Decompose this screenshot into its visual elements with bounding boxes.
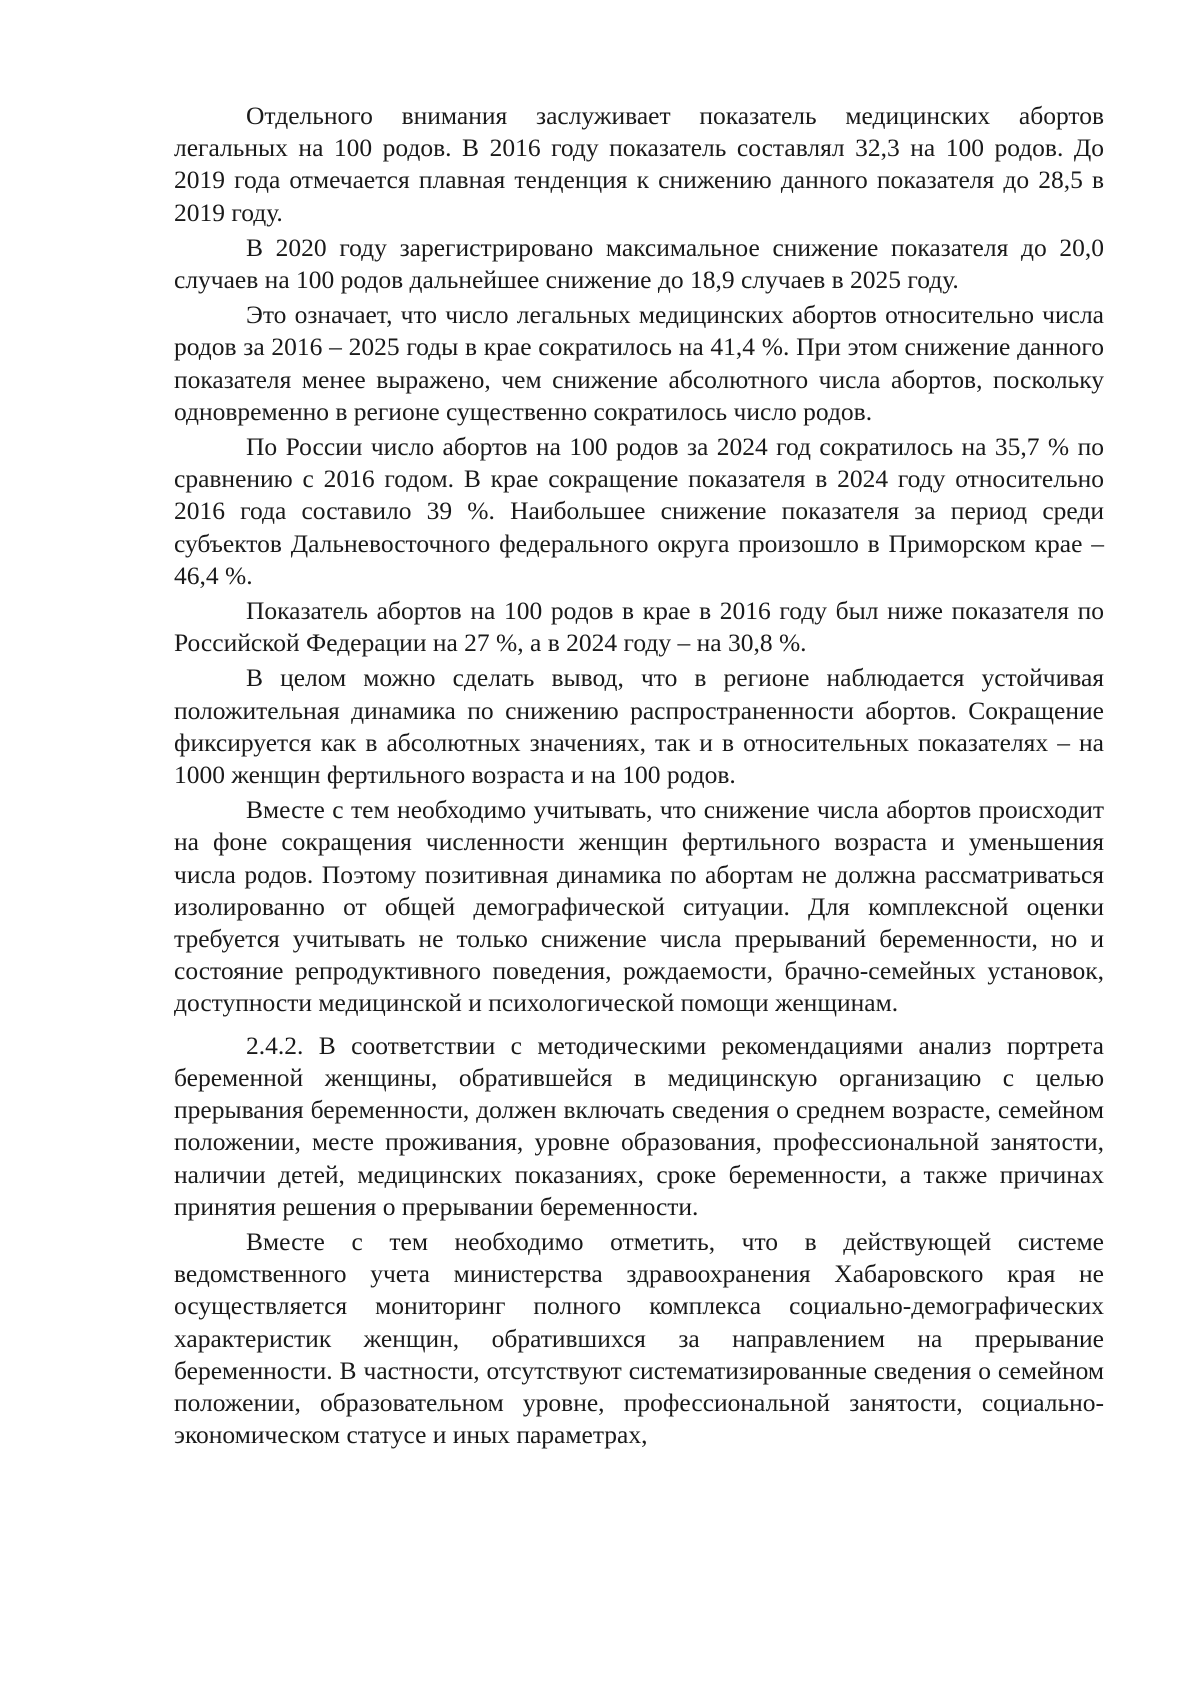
paragraph-conclusion: В целом можно сделать вывод, что в регионе наблюдается устойчивая положительная динамика по снижению распространенности абортов. Сокращение фиксируется как в абсолютных значениях, так и в относительных показателях – на 1000 женщин фертильного возраста и на 100 родов. [174,663,1104,790]
paragraph-section-2-4-2: 2.4.2. В соответствии с методическими рекомендациями анализ портрета беременной женщины, обратившейся в медицинскую организацию с целью прерывания беременности, должен включать сведения о среднем возрасте, семейном положении, месте проживания, уровне образования, профессиональной занятости, наличии детей, медицинских показаниях, сроке беременности, а также причинах принятия решения о прерывании беременности. [174,1030,1104,1221]
paragraph-region-vs-federation: Показатель абортов на 100 родов в крае в 2016 году был ниже показателя по Российской Федерации на 27 %, а в 2024 году – на 30,8 %. [174,596,1104,658]
paragraph-2020-decline: В 2020 году зарегистрировано максимальное снижение показателя до 20,0 случаев на 100 родов дальнейшее снижение до 18,9 случаев в 2025 году. [174,232,1104,295]
paragraph-abortions-per-100-births: Отдельного внимания заслуживает показатель медицинских абортов легальных на 100 родов. В 2016 году показатель составлял 32,3 на 100 родов. До 2019 года отмечается плавная тенденция к снижению данного показателя до 28,5 в 2019 году. [174,101,1104,227]
paragraph-russia-comparison: По России число абортов на 100 родов за 2024 год сократилось на 35,7 % по сравнению с 2016 годом. В крае сокращение показателя в 2024 году относительно 2016 года составило 39 %. Наибольшее снижение показателя за период среди субъектов Дальневосточного федерального округа произошло в Приморском крае – 46,4 %. [174,432,1104,590]
paragraph-demographic-context: Вместе с тем необходимо учитывать, что снижение числа абортов происходит на фоне сокращения численности женщин фертильного возраста и уменьшения числа родов. Поэтому позитивная динамика по абортам не должна рассматриваться изолированно от общей демографической ситуации. Для комплексной оценки требуется учитывать не только снижение числа прерываний беременности, но и состояние репродуктивного поведения, рождаемости, брачно-семейных установок, доступности медицинской и психологической помощи женщинам. [174,795,1104,1018]
document-page [174,100,1104,1454]
paragraph-monitoring-gaps: Вместе с тем необходимо отметить, что в действующей системе ведомственного учета министерства здравоохранения Хабаровского края не осуществляется мониторинг полного комплекса социально-демографических характеристик женщин, обратившихся за направлением на прерывание беременности. В частности, отсутствуют систематизированные сведения о семейном положении, образовательном уровне, профессиональной занятости, социально-экономическом статусе и иных параметрах, [174,1226,1104,1450]
paragraph-relative-reduction: Это означает, что число легальных медицинских абортов относительно числа родов за 2016 – 2025 годы в крае сократилось на 41,4 %. При этом снижение данного показателя менее выражено, чем снижение абсолютного числа абортов, поскольку одновременно в регионе существенно сократилось число родов. [174,300,1104,426]
